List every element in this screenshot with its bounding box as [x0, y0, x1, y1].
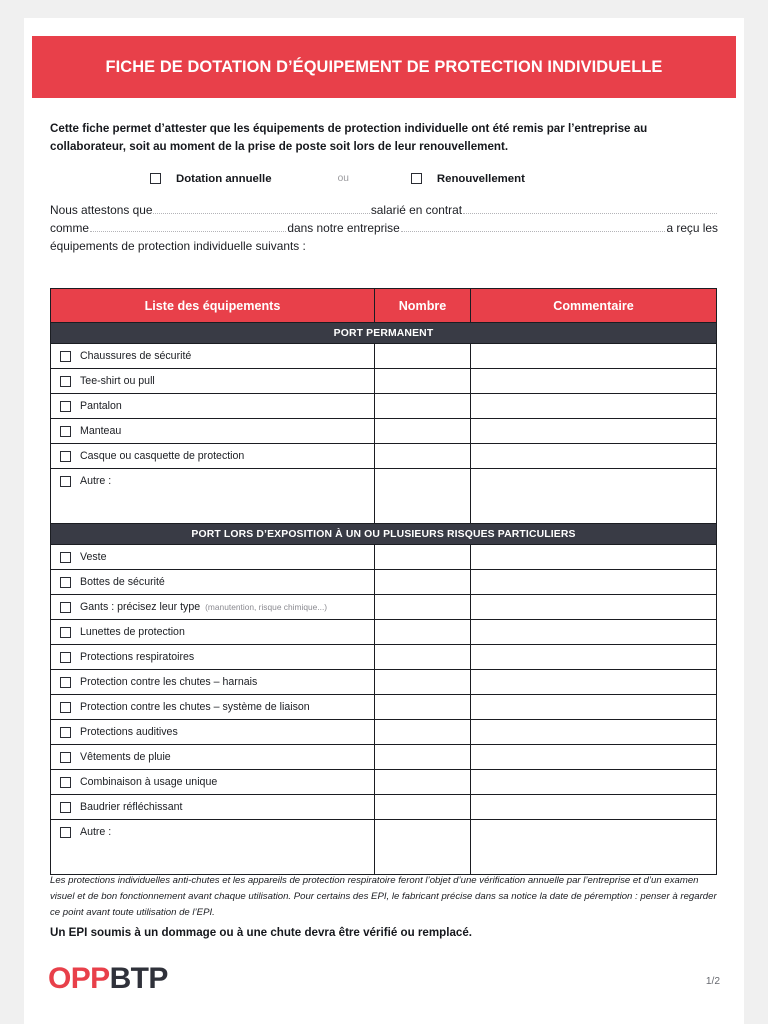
table-cell-item [51, 770, 375, 795]
equipment-label: Gants : précisez leur type [80, 601, 201, 613]
table-cell-comment[interactable] [471, 670, 717, 695]
table-cell-number[interactable] [375, 545, 471, 570]
column-header-items: Liste des équipements [51, 289, 375, 323]
table-cell-item [51, 820, 375, 875]
table-cell-item [51, 545, 375, 570]
table-cell-comment[interactable] [471, 645, 717, 670]
table-cell-number[interactable] [375, 444, 471, 469]
table-row [51, 770, 717, 795]
item-row-content [60, 751, 374, 763]
table-cell-number[interactable] [375, 745, 471, 770]
table-cell-number[interactable] [375, 419, 471, 444]
table-row [51, 795, 717, 820]
table-section-title: PORT LORS D’EXPOSITION À UN OU PLUSIEURS RISQUES PARTICULIERS [51, 524, 717, 545]
table-cell-item [51, 645, 375, 670]
equipment-label: Protections respiratoires [80, 651, 195, 663]
table-row [51, 820, 717, 875]
table-cell-number[interactable] [375, 394, 471, 419]
item-row-content [60, 576, 374, 588]
attestation-fill-name[interactable] [153, 203, 369, 214]
table-section-title: PORT PERMANENT [51, 323, 717, 344]
table-row [51, 419, 717, 444]
attestation-fill-company[interactable] [401, 221, 666, 232]
equipment-label: Veste [80, 551, 107, 563]
equipment-label: Chaussures de sécurité [80, 350, 192, 362]
attestation-text-5: a reçu les [666, 221, 718, 236]
table-row [51, 394, 717, 419]
table-cell-number[interactable] [375, 695, 471, 720]
checkbox-equipment[interactable] [60, 552, 71, 563]
checkbox-equipment[interactable] [60, 476, 71, 487]
attestation-text-3: comme [50, 221, 89, 236]
table-cell-comment[interactable] [471, 545, 717, 570]
oppbtp-logo [48, 962, 168, 996]
table-header-row [51, 289, 717, 323]
equipment-label: Manteau [80, 425, 122, 437]
table-cell-comment[interactable] [471, 795, 717, 820]
checkbox-equipment[interactable] [60, 426, 71, 437]
checkbox-equipment[interactable] [60, 827, 71, 838]
checkbox-equipment[interactable] [60, 802, 71, 813]
table-cell-item [51, 469, 375, 524]
item-row-content [60, 826, 374, 838]
table-row [51, 595, 717, 620]
page-title: FICHE DE DOTATION D’ÉQUIPEMENT DE PROTECTION INDIVIDUELLE [105, 57, 663, 76]
equipment-label: Pantalon [80, 400, 122, 412]
table-cell-item [51, 745, 375, 770]
table-cell-comment[interactable] [471, 444, 717, 469]
checkbox-equipment[interactable] [60, 627, 71, 638]
footnote-bold: Un EPI soumis à un dommage ou à une chute devra être vérifié ou remplacé. [50, 926, 473, 939]
table-cell-comment[interactable] [471, 620, 717, 645]
table-row [51, 545, 717, 570]
item-row-content [60, 450, 374, 462]
label-renouvellement: Renouvellement [436, 172, 525, 185]
intro-paragraph: Cette fiche permet d’attester que les équipements de protection individuelle ont été remis par l’entreprise au collaborateur, soit au moment de la prise de poste soit lors de leur renouvellement. [50, 122, 648, 153]
table-cell-item [51, 444, 375, 469]
checkbox-equipment[interactable] [60, 451, 71, 462]
choice-separator: ou [337, 173, 349, 185]
table-row [51, 344, 717, 369]
document-page [24, 18, 744, 1024]
table-cell-item [51, 595, 375, 620]
table-row [51, 620, 717, 645]
table-cell-item [51, 695, 375, 720]
table-cell-item [51, 344, 375, 369]
equipment-label: Tee-shirt ou pull [80, 375, 155, 387]
table-cell-comment[interactable] [471, 469, 717, 524]
table-cell-comment[interactable] [471, 344, 717, 369]
table-cell-number[interactable] [375, 620, 471, 645]
table-cell-number[interactable] [375, 770, 471, 795]
table-cell-number[interactable] [375, 820, 471, 875]
table-cell-comment[interactable] [471, 419, 717, 444]
checkbox-dotation-annuelle[interactable] [150, 173, 161, 184]
logo-text-btp: BTP [109, 962, 168, 995]
item-row-content [60, 676, 374, 688]
table-cell-item [51, 795, 375, 820]
table-row [51, 444, 717, 469]
attestation-text-1: Nous attestons que [50, 202, 153, 217]
checkbox-equipment[interactable] [60, 677, 71, 688]
checkbox-equipment[interactable] [60, 727, 71, 738]
table-cell-item [51, 369, 375, 394]
intro-section [50, 120, 718, 255]
logo-text-opp: OPP [48, 962, 110, 995]
item-row-content [60, 350, 374, 362]
table-row [51, 369, 717, 394]
table-cell-item [51, 394, 375, 419]
item-row-content [60, 475, 374, 487]
attestation-block [50, 201, 718, 255]
table-cell-comment[interactable] [471, 695, 717, 720]
label-dotation-annuelle: Dotation annuelle [176, 172, 272, 185]
checkbox-equipment[interactable] [60, 376, 71, 387]
footnote-italic: Les protections individuelles anti-chutes et les appareils de protection respiratoire feront l’objet d’une vérification annuelle par l’entreprise et d’un examen visuel et de bon fonctionnement avant chaque utilisation. Pour certains des EPI, le fabricant précise dans sa notice la date de péremption : penser à regarder ce point avant toute utilisation de l’EPI. [50, 875, 717, 918]
table-cell-number[interactable] [375, 670, 471, 695]
table-row [51, 695, 717, 720]
checkbox-equipment[interactable] [60, 777, 71, 788]
attestation-text-2: salarié en contrat [370, 202, 463, 217]
equipment-label: Lunettes de protection [80, 626, 185, 638]
table-cell-comment[interactable] [471, 820, 717, 875]
equipment-table [50, 288, 717, 875]
table-cell-comment[interactable] [471, 369, 717, 394]
table-cell-item [51, 570, 375, 595]
equipment-label: Combinaison à usage unique [80, 776, 218, 788]
equipment-label: Autre : [80, 826, 112, 838]
table-section-row [51, 524, 717, 545]
table-cell-number[interactable] [375, 469, 471, 524]
table-row [51, 570, 717, 595]
attestation-fill-role[interactable] [90, 221, 286, 232]
table-row [51, 469, 717, 524]
checkbox-equipment[interactable] [60, 702, 71, 713]
table-row [51, 645, 717, 670]
item-row-content [60, 626, 374, 638]
item-row-content [60, 801, 374, 813]
item-row-content [60, 601, 374, 613]
equipment-table-head [51, 289, 717, 323]
attestation-line-1 [50, 201, 718, 219]
item-row-content [60, 651, 374, 663]
equipment-label-note: (manutention, risque chimique...) [205, 602, 328, 612]
item-row-content [60, 400, 374, 412]
equipment-label: Vêtements de pluie [80, 751, 171, 763]
table-cell-item [51, 419, 375, 444]
item-row-content [60, 726, 374, 738]
equipment-label: Protections auditives [80, 726, 178, 738]
page-number: 1/2 [705, 976, 720, 987]
item-row-content [60, 551, 374, 563]
table-cell-number[interactable] [375, 795, 471, 820]
table-cell-comment[interactable] [471, 745, 717, 770]
table-cell-comment[interactable] [471, 720, 717, 745]
item-row-content [60, 701, 374, 713]
item-row-content [60, 425, 374, 437]
table-section-row [51, 323, 717, 344]
table-cell-number[interactable] [375, 344, 471, 369]
table-row [51, 745, 717, 770]
equipment-table-body [51, 323, 717, 875]
equipment-label: Bottes de sécurité [80, 576, 165, 588]
table-row [51, 720, 717, 745]
attestation-line-2 [50, 219, 718, 237]
checkbox-equipment[interactable] [60, 577, 71, 588]
table-cell-comment[interactable] [471, 770, 717, 795]
item-row-content [60, 776, 374, 788]
table-cell-number[interactable] [375, 595, 471, 620]
checkbox-equipment[interactable] [60, 602, 71, 613]
checkbox-equipment[interactable] [60, 351, 71, 362]
table-cell-comment[interactable] [471, 394, 717, 419]
document-title-banner [32, 36, 736, 98]
checkbox-equipment[interactable] [60, 652, 71, 663]
attestation-text-4: dans notre entreprise [287, 221, 400, 236]
attestation-fill-contract[interactable] [463, 203, 717, 214]
equipment-label: Protection contre les chutes – système de liaison [80, 701, 310, 713]
equipment-label: Baudrier réfléchissant [80, 801, 183, 813]
table-cell-comment[interactable] [471, 595, 717, 620]
checkbox-equipment[interactable] [60, 752, 71, 763]
table-cell-item [51, 720, 375, 745]
equipment-label: Autre : [80, 475, 112, 487]
table-cell-number[interactable] [375, 369, 471, 394]
table-row [51, 670, 717, 695]
table-cell-number[interactable] [375, 570, 471, 595]
checkbox-equipment[interactable] [60, 401, 71, 412]
column-header-number: Nombre [375, 289, 471, 323]
table-cell-comment[interactable] [471, 570, 717, 595]
checkbox-renouvellement[interactable] [411, 173, 422, 184]
table-cell-number[interactable] [375, 720, 471, 745]
item-row-content [60, 375, 374, 387]
table-cell-number[interactable] [375, 645, 471, 670]
equipment-label: Protection contre les chutes – harnais [80, 676, 258, 688]
attestation-line-3: équipements de protection individuelle suivants : [50, 239, 306, 254]
table-cell-item [51, 620, 375, 645]
table-cell-item [51, 670, 375, 695]
dotation-choice-row [50, 173, 718, 185]
equipment-label: Casque ou casquette de protection [80, 450, 245, 462]
column-header-comment: Commentaire [471, 289, 717, 323]
